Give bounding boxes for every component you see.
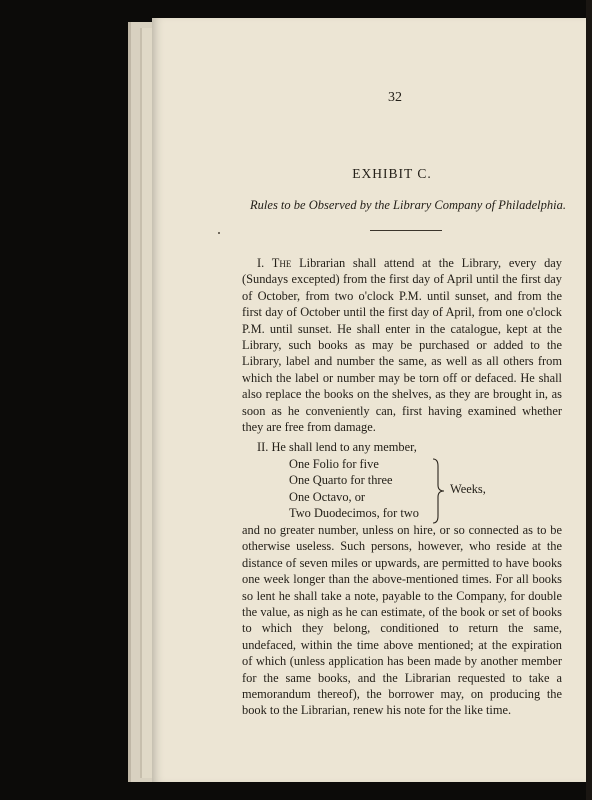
paragraph-1	[242, 255, 562, 435]
exhibit-title: EXHIBIT C.	[352, 166, 432, 181]
margin-mark	[218, 232, 220, 234]
paragraph-2: II. He shall lend to any member,	[257, 440, 417, 454]
paragraph-1-lead: I. The	[257, 256, 292, 270]
brace-icon	[432, 458, 446, 524]
loan-list-item: One Quarto for three	[289, 473, 393, 488]
loan-list-item: Two Duodecimos, for two	[289, 506, 419, 521]
page-number: 32	[388, 90, 402, 105]
divider-rule	[370, 230, 442, 231]
document-page	[152, 18, 586, 782]
document-subtitle: Rules to be Observed by the Library Company of Philadelphia.	[250, 198, 566, 212]
loan-list-item: One Folio for five	[289, 457, 379, 471]
brace-label: Weeks,	[450, 482, 486, 496]
paragraph-3: and no greater number, unless on hire, or so connected as to be otherwise useless. Such persons, however, who reside at the distance of seven miles or upwards, are permitted to have books one week longer than the above-mentioned times. For all books so lent he shall take a note, payable to the Company, for double the value, as nigh as he can estimate, of the book or set of books to which they belong, conditioned to return the same, undefaced, within the time above mentioned; at the expiration of which (unless application has been made by another member for the same books, and the Librarian requested to take a memorandum thereof), the borrower may, on producing the book to the Librarian, renew his note for the like time.	[242, 523, 562, 718]
paragraph-1-body: Librarian shall attend at the Library, every day (Sundays excepted) from the first day of April until the first day of October, from two o'clock P.M. until sunset, and from the first day of October until the first day of April, from one o'clock P.M. until sunset. He shall enter in the catalogue, kept at the Library, such books as may be purchased or added to the Library, label and number the same, as well as all others from which the label or number may be torn off or defaced. He shall also replace the books on the shelves, as they are brought in, as soon as he conveniently can, first having examined whether they are free from damage.	[242, 256, 562, 435]
loan-list	[289, 456, 429, 522]
background-edge	[586, 0, 592, 800]
loan-list-item: One Octavo, or	[289, 489, 366, 504]
